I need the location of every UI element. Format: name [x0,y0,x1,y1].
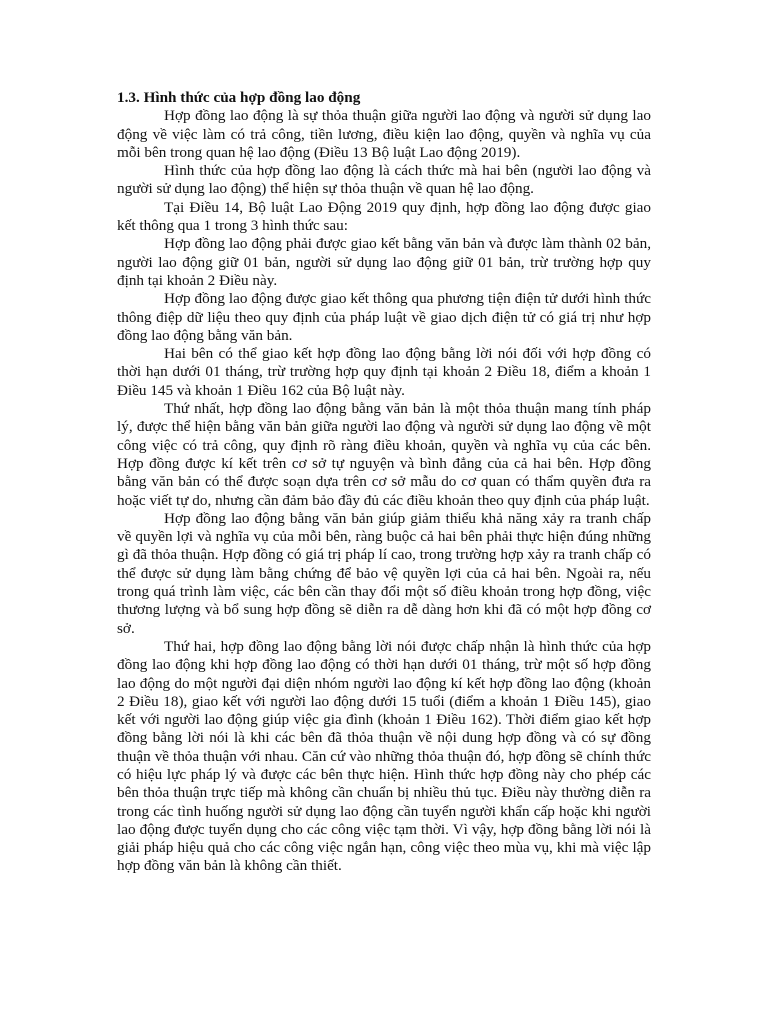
paragraph-oral-form: Hai bên có thể giao kết hợp đồng lao động bằng lời nói đối với hợp đồng có thời hạn dưới 01 tháng, trừ trường hợp quy định tại khoản 2 Điều 18, điểm a khoản 1 Điều 145 và khoản 1 Điều 162 của Bộ luật này. [117,345,651,399]
paragraph-form-concept: Hình thức của hợp đồng lao động là cách thức mà hai bên (người lao động và người sử dụng lao động) thể hiện sự thỏa thuận về quan hệ lao động. [117,162,651,198]
paragraph-definition: Hợp đồng lao động là sự thỏa thuận giữa người lao động và người sử dụng lao động về việc làm có trả công, tiền lương, điều kiện lao động, quyền và nghĩa vụ của mỗi bên trong quan hệ lao động (Điều 13 Bộ luật Lao động 2019). [117,107,651,161]
paragraph-electronic-form: Hợp đồng lao động được giao kết thông qua phương tiện điện tử dưới hình thức thông điệp dữ liệu theo quy định của pháp luật về giao dịch điện tử có giá trị như hợp đồng lao động bằng văn bản. [117,290,651,344]
paragraph-second-oral: Thứ hai, hợp đồng lao động bằng lời nói được chấp nhận là hình thức của hợp đồng lao động khi hợp đồng lao động có thời hạn dưới 01 tháng, trừ một số hợp đồng lao động do một người đại diện nhóm người lao động kí kết hợp đồng lao động (khoản 2 Điều 18), giao kết với người lao động dưới 15 tuổi (điểm a khoản 1 Điều 145), giao kết với người lao động giúp việc gia đình (khoản 1 Điều 162). Thời điểm giao kết hợp đồng bằng lời nói là khi các bên đã thỏa thuận về nội dung hợp đồng và có sự đồng thuận về thỏa thuận với nhau. Căn cứ vào những thỏa thuận đó, hợp đồng sẽ chính thức có hiệu lực pháp lý và được các bên thực hiện. Hình thức hợp đồng này cho phép các bên thỏa thuận trực tiếp mà không cần chuẩn bị nhiều thủ tục. Điều này thường diễn ra trong các tình huống người sử dụng lao động cần tuyển người khẩn cấp hoặc khi người lao động được tuyển dụng cho các công việc tạm thời. Vì vậy, hợp đồng bằng lời nói là giải pháp hiệu quả cho các công việc ngắn hạn, công việc theo mùa vụ, khi mà việc lập hợp đồng văn bản là không cần thiết. [117,637,651,875]
section-heading: 1.3. Hình thức của hợp đồng lao động [117,89,361,106]
paragraph-written-benefits: Hợp đồng lao động bằng văn bản giúp giảm thiểu khả năng xảy ra tranh chấp về quyền lợi và nghĩa vụ của mỗi bên, ràng buộc cả hai bên phải thực hiện đúng những gì đã thỏa thuận. Hợp đồng có giá trị pháp lí cao, trong trường hợp xảy ra tranh chấp có thể được sử dụng làm bằng chứng để bảo vệ quyền lợi của cả hai bên. Ngoài ra, nếu trong quá trình làm việc, các bên cần thay đổi một số điều khoản trong hợp đồng, việc thương lượng và bổ sung hợp đồng sẽ diễn ra dễ dàng hơn khi đã có một hợp đồng cơ sở. [117,509,651,637]
paragraph-written-form: Hợp đồng lao động phải được giao kết bằng văn bản và được làm thành 02 bản, người lao động giữ 01 bản, người sử dụng lao động giữ 01 bản, trừ trường hợp quy định tại khoản 2 Điều này. [117,235,651,289]
paragraph-article-14: Tại Điều 14, Bộ luật Lao Động 2019 quy định, hợp đồng lao động được giao kết thông qua 1 trong 3 hình thức sau: [117,198,651,235]
document-page [117,89,651,876]
paragraph-first-written: Thứ nhất, hợp đồng lao động bằng văn bản là một thỏa thuận mang tính pháp lý, được thể hiện bằng văn bản giữa người lao động và người sử dụng lao động về một công việc có trả công, quy định rõ ràng điều khoản, quyền và nghĩa vụ của các bên. Hợp đồng được kí kết trên cơ sở tự nguyện và bình đẳng của cả hai bên. Hợp đồng bằng văn bản có thể được soạn dựa trên cơ sở mẫu do cơ quan có thẩm quyền đưa ra hoặc viết tự do, nhưng cần đảm bảo đầy đủ các điều khoản theo quy định của pháp luật. [117,400,651,509]
